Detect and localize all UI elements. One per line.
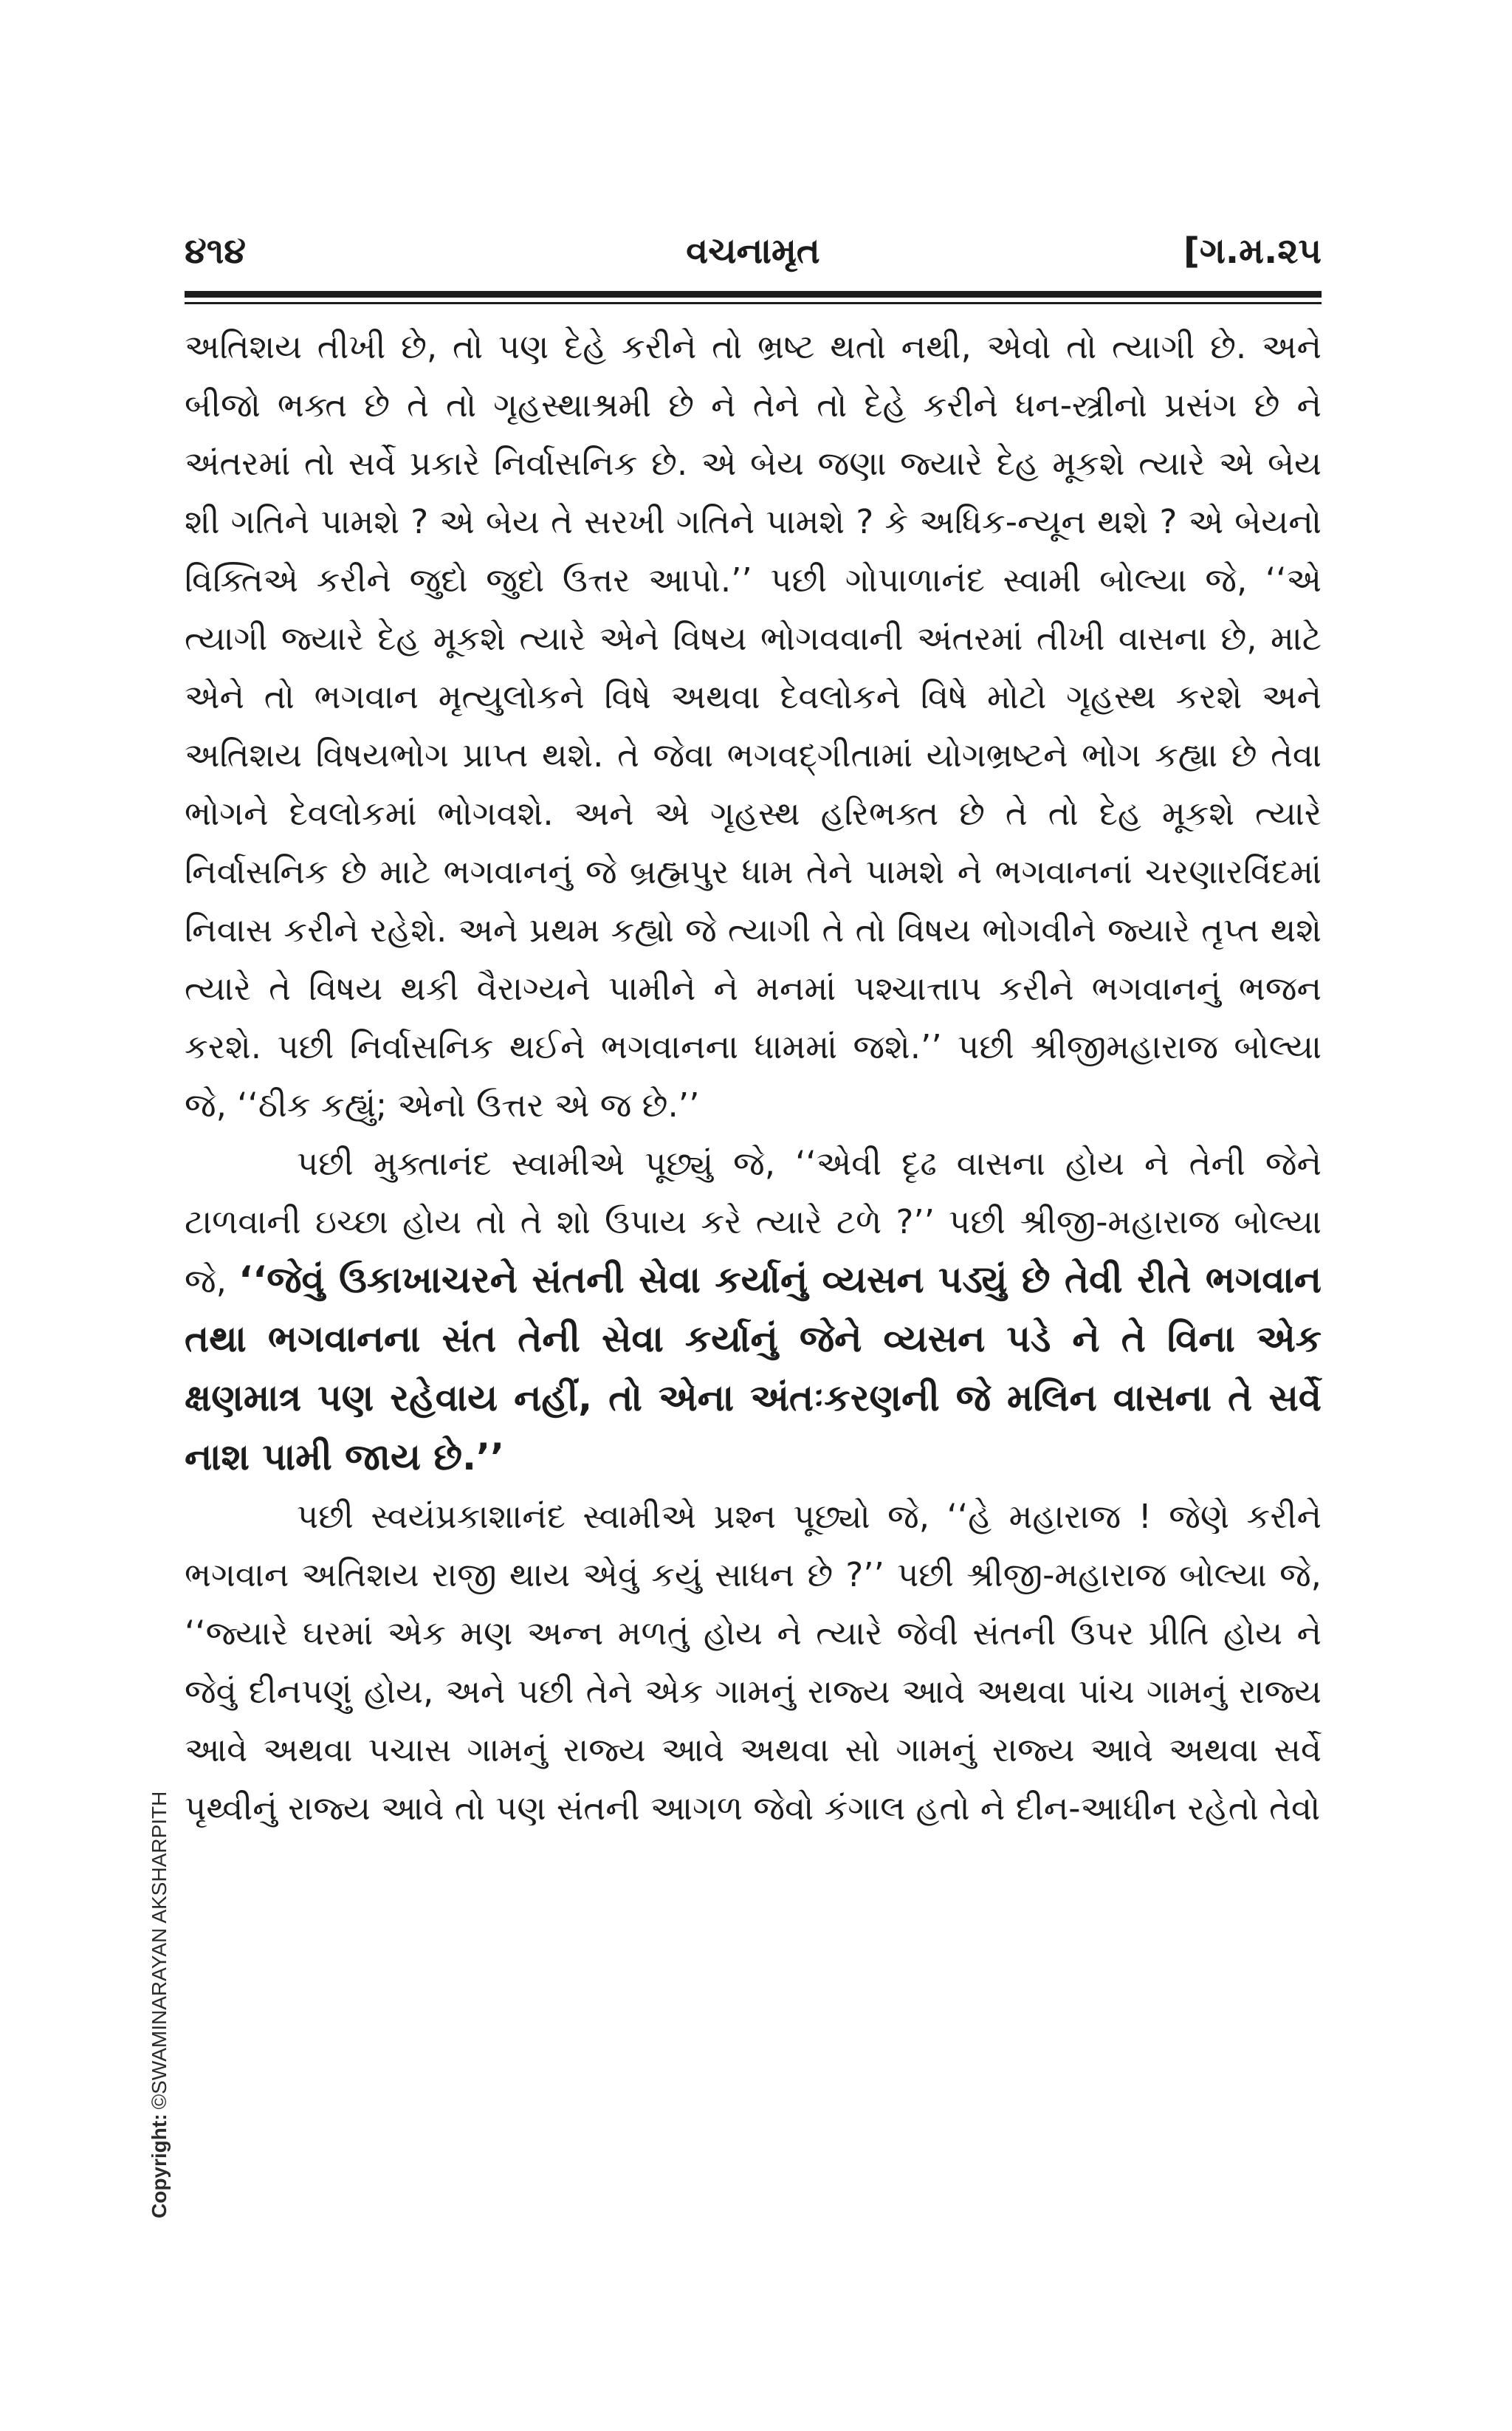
copyright-notice — [148, 1787, 171, 2218]
bold-quotation: ‘‘જેવું ઉકાખાચરને સંતની સેવા કર્યાનું વ્યસન પડ્યું છે તેવી રીતે ભગવાન તથા ભગવાનના સંત તેની સેવા કર્યાનું જેને વ્યસન પડે ને તે વિના એક ક્ષણમાત્ર પણ રહેવાય નહીં, તો એના અંતઃકરણની જે મલિન વાસના તે સર્વે નાશ પામી જાય છે.’’ — [185, 1258, 1322, 1478]
paragraph-swayamprakashanand-question: પછી સ્વયંપ્રકાશાનંદ સ્વામીએ પ્રશ્ન પૂછ્યો જે, ‘‘હે મહારાજ ! જેણે કરીને ભગવાન અતિશય રાજી થાય એવું કયું સાધન છે ?’’ પછી શ્રીજી-મહારાજ બોલ્યા જે, ‘‘જ્યારે ઘરમાં એક મણ અન્ન મળતું હોય ને ત્યારે જેવી સંતની ઉપર પ્રીતિ હોય ને જેવું દીનપણું હોય, અને પછી તેને એક ગામનું રાજ્ય આવે અથવા પાંચ ગામનું રાજ્ય આવે અથવા પચાસ ગામનું રાજ્ય આવે અથવા સો ગામનું રાજ્ય આવે અથવા સર્વે પૃથ્વીનું રાજ્ય આવે તો પણ સંતની આગળ જેવો કંગાલ હતો ને દીન-આધીન રહેતો તેવો — [185, 1497, 1322, 1828]
paragraph-continued: અતિશય તીખી છે, તો પણ દેહે કરીને તો ભ્રષ્ટ થતો નથી, એવો તો ત્યાગી છે. અને બીજો ભક્ત છે તે તો ગૃહસ્થાશ્રમી છે ને તેને તો દેહે કરીને ધન-સ્ત્રીનો પ્રસંગ છે ને અંતરમાં તો સર્વે પ્રકારે નિર્વાસનિક છે. એ બેય જણા જ્યારે દેહ મૂકશે ત્યારે એ બેય શી ગતિને પામશે ? એ બેય તે સરખી ગતિને પામશે ? કે અધિક-ન્યૂન થશે ? એ બેયનો વિક્તિએ કરીને જુદો જુદો ઉત્તર આપો.’’ પછી ગોપાળાનંદ સ્વામી બોલ્યા જે, ‘‘એ ત્યાગી જ્યારે દેહ મૂકશે ત્યારે એને વિષય ભોગવવાની અંતરમાં તીખી વાસના છે, માટે એને તો ભગવાન મૃત્યુલોકને વિષે અથવા દેવલોકને વિષે મોટો ગૃહસ્થ કરશે અને અતિશય વિષયભોગ પ્રાપ્ત થશે. તે જેવા ભગવદ્‌ગીતામાં યોગભ્રષ્ટને ભોગ કહ્યા છે તેવા ભોગને દેવલોકમાં ભોગવશે. અને એ ગૃહસ્થ હરિભક્ત છે તે તો દેહ મૂકશે ત્યારે નિર્વાસનિક છે માટે ભગવાનનું જે બ્રહ્મપુર ધામ તેને પામશે ને ભગવાનનાં ચરણારવિંદમાં નિવાસ કરીને રહેશે. અને પ્રથમ કહ્યો જે ત્યાગી તે તો વિષય ભોગવીને જ્યારે તૃપ્ત થશે ત્યારે તે વિષય થકી વૈરાગ્યને પામીને ને મનમાં પશ્ચાત્તાપ કરીને ભગવાનનું ભજન કરશે. પછી નિર્વાસનિક થઈને ભગવાનના ધામમાં જશે.’’ પછી શ્રીજીમહારાજ બોલ્યા જે, ‘‘ઠીક કહ્યું; એનો ઉત્તર એ જ છે.’’ — [185, 327, 1322, 1125]
page-body — [185, 318, 1322, 1837]
page-header — [185, 222, 1322, 281]
copyright-holder: ©SWAMINARAYAN AKSHARPITH — [148, 1791, 171, 2110]
paragraph-muktanand-question — [185, 1134, 1322, 1487]
paragraph-text: પછી મુક્તાનંદ સ્વામીએ પૂછ્યું જે, ‘‘એવી દૃઢ વાસના હોય ને તેની જેને ટાળવાની ઇચ્છા હોય તો તે શો ઉપાય કરે ત્યારે ટળે ?’’ પછી શ્રીજી-મહારાજ બોલ્યા જે, — [185, 1144, 1322, 1300]
header-rule-thin — [185, 302, 1322, 304]
header-rule-thick — [185, 291, 1322, 298]
section-reference: [ગ.મ.૨૫ — [1183, 230, 1322, 272]
copyright-label: Copyright: — [148, 2113, 171, 2218]
page-number: ૪૧૪ — [185, 230, 247, 272]
book-title: વચનામૃત — [686, 230, 820, 272]
